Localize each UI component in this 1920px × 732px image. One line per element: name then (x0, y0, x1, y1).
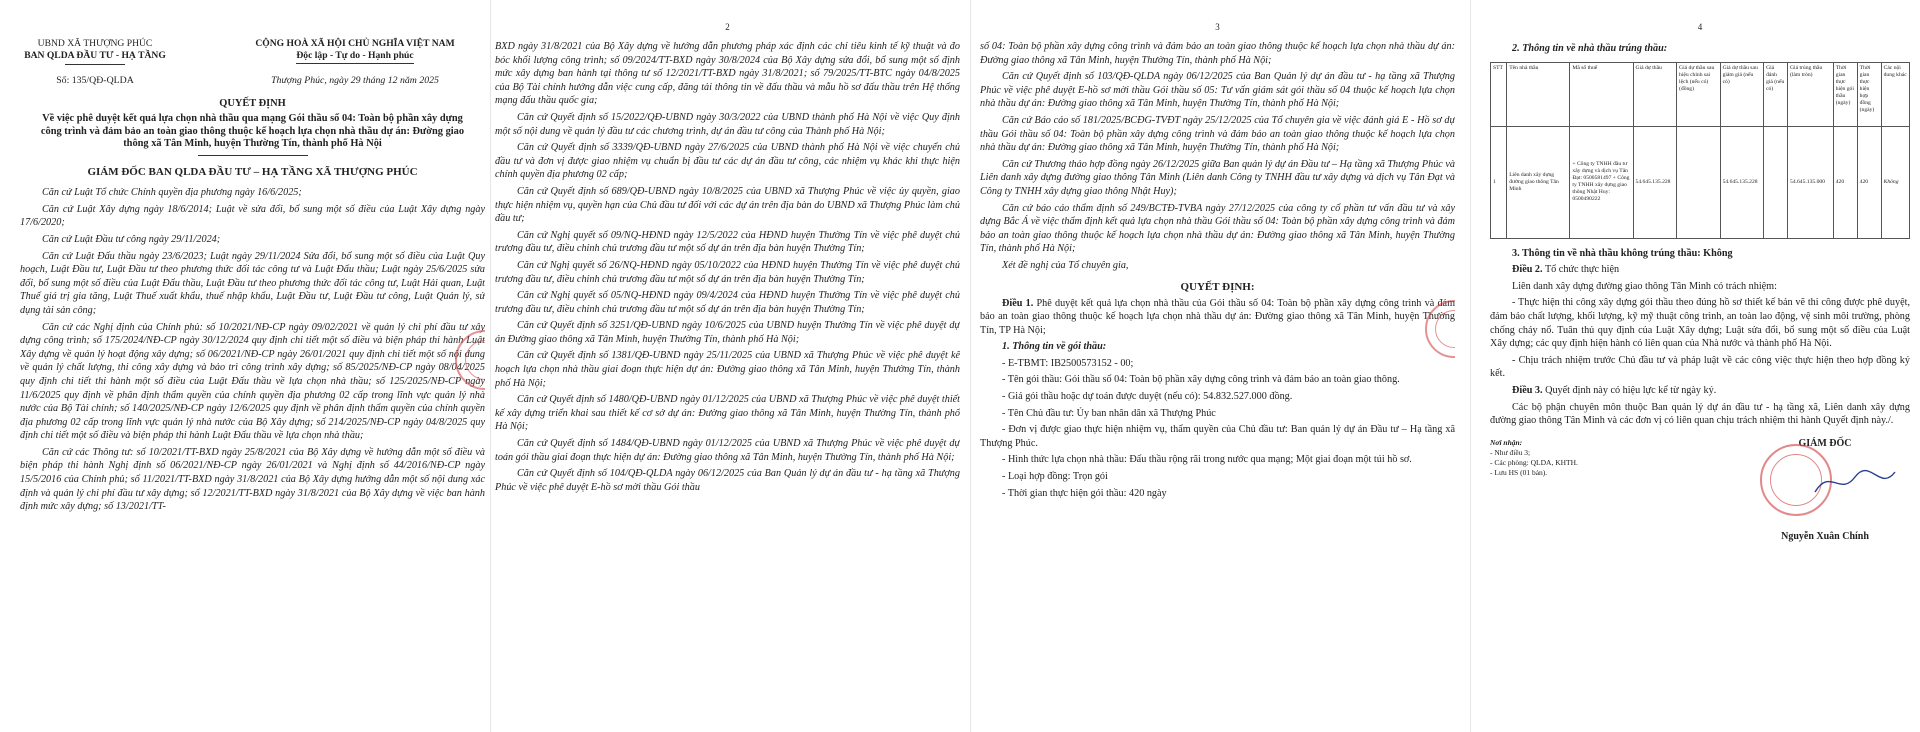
body-para: Căn cứ Quyết định số 104/QĐ-QLDA ngày 06/12/2025 của Ban Quản lý dự án đầu tư - hạ tầng xã Thượng Phúc về việc phê duyệt E-hồ sơ mời thầu Gói thầu (495, 468, 960, 493)
section-1-heading: 1. Thông tin về gói thầu: (1002, 341, 1107, 353)
article-3-text: Quyết định này có hiệu lực kể từ ngày ký. (1545, 384, 1717, 396)
package-item: - Tên gói thầu: Gói thầu số 04: Toàn bộ phần xây dựng công trình và đảm bảo an toàn giao thông. (1002, 374, 1400, 386)
body-para: Căn cứ Báo cáo số 181/2025/BCĐG-TVĐT ngày 25/12/2025 của Tổ chuyên gia về việc đánh giá E - Hồ sơ dự thầu Gói thầu số 04: Toàn bộ phần xây dựng công trình và đảm bảo an toàn giao thông thuộc kế hoạch lựa chọn nhà thầu dự án: Đường giao thông xã Tân Minh, huyện Thường Tín, thành phố Hà Nội; (980, 114, 1455, 154)
package-item: - Hình thức lựa chọn nhà thầu: Đấu thầu rộng rãi trong nước qua mạng; Một giai đoạn một túi hồ sơ. (1002, 454, 1412, 466)
body-para: Căn cứ Quyết định số 1484/QĐ-UBND ngày 01/12/2025 của UBND xã Thượng Phúc về việc phê duyệt dự toán gói thầu giai đoạn thực hiện dự án: Đường giao thông xã Tân Minh, huyện Thường Tín, thành phố Hà Nội; (495, 438, 960, 463)
page-number: 4 (1697, 22, 1703, 32)
body-para: Căn cứ Thương thảo hợp đồng ngày 26/12/2025 giữa Ban quản lý dự án Đầu tư – Hạ tầng xã Thượng Phúc và Liên danh xây dựng đường giao thông Tân Minh (Liên danh Công ty TNHH đầu tư xây dựng và dịch vụ Tân Đạt và Công ty TNHH xây dựng giao thông Nhật Huy); (980, 158, 1455, 197)
cell-other: Không (1881, 126, 1909, 238)
cell-tax: + Công ty TNHH đầu tư xây dựng và dịch vụ Tân Đạt: 0500581497 + Công ty TNHH xây dựng giao thông Nhật Huy: 0500490222 (1570, 126, 1633, 238)
article-2-item: - Chịu trách nhiệm trước Chủ đầu tư và pháp luật về các công việc thực hiện theo hợp đồng ký kết. (1490, 354, 1910, 380)
table-header: Tên nhà thầu (1507, 62, 1570, 126)
body-para: BXD ngày 31/8/2021 của Bộ Xây dựng về hướng dẫn phương pháp xác định các chỉ tiêu kinh tế kỹ thuật và đo bóc khối lượng công trình; số 09/2024/TT-BXD ngày 30/8/2024 của Bộ Xây dựng sửa đổi, bổ sung một số định mức xây dựng ban hành tại thông tư số 12/2021/TT-BXD ngày 31/8/2021; số 79/2025/TT-BTC ngày 04/8/2025 của Bộ Tài chính hướng dẫn việc cung cấp, đăng tải thông tin về đấu thầu và mẫu hồ sơ đấu thầu trên Hệ thống mạng đấu thầu quốc gia; (495, 41, 960, 107)
package-item: - E-TBMT: IB2500573152 - 00; (1002, 357, 1134, 369)
article-3-label: Điều 3. (1512, 384, 1543, 396)
table-header: Giá dự thầu sau giảm giá (nếu có) (1720, 62, 1764, 126)
package-item: - Tên Chủ đầu tư: Ủy ban nhân dân xã Thượng Phúc (1002, 407, 1216, 419)
preamble-para: Căn cứ các Thông tư: số 10/2021/TT-BXD ngày 25/8/2021 của Bộ Xây dựng về hướng dẫn một số điều và biện pháp thi hành Nghị định số 06/2021/NĐ-CP ngày 26/01/2021 và Nghị định số 44/2016/NĐ-CP ngày 15/5/2016 của Chính phủ; số 11/2021/TT-BXD ngày 31/8/2021 của Bộ Xây dựng hướng dẫn một số nội dung xác định và quản lý chi phí đầu tư xây dựng; số 12/2021/TT-BXD ngày 31/8/2021 của Bộ Xây dựng về việc ban hành định mức xây dựng; số 13/2021/TT- (20, 446, 485, 513)
page-separator (1470, 0, 1471, 732)
recipient-item: - Như điều 3; (1490, 447, 1531, 457)
preamble-para: Căn cứ Luật Đấu thầu ngày 23/6/2023; Luật ngày 29/11/2024 Sửa đổi, bổ sung một số điều của Luật Quy hoạch, Luật Đầu tư, Luật Đầu tư theo phương thức đối tác công tư và Luật Đấu thầu; Luật ngày 25/6/2025 sửa đổi, bổ sung một số điều của Luật Đấu thầu, Luật Đầu tư theo phương thức đối tác công tư, Luật Hải quan, Luật Thuế giá trị gia tăng, Luật Thuế xuất khẩu, thuế nhập khẩu, Luật Đầu tư, Luật Đầu tư công, Luật Quản lý, sử dụng tài sản công; (20, 250, 485, 316)
cell-bid: 54.645.135.228 (1633, 126, 1677, 238)
section-2-heading: 2. Thông tin về nhà thầu trúng thầu: (1512, 43, 1668, 54)
signature-block (1740, 438, 1910, 548)
package-item: - Giá gói thầu hoặc dự toán được duyệt (nếu có): 54.832.527.000 đồng. (1002, 391, 1293, 403)
article-2-text: Tổ chức thực hiện (1544, 264, 1620, 276)
table-header: STT (1491, 62, 1507, 126)
preamble-para: Căn cứ Luật Xây dựng ngày 18/6/2014; Luật về sửa đổi, bổ sung một số điều của Luật Xây dựng ngày 17/6/2020; (20, 203, 485, 229)
page-number: 3 (1215, 22, 1220, 32)
body-para: Căn cứ Quyết định số 103/QĐ-QLDA ngày 06/12/2025 của Ban Quản lý dự án đầu tư - hạ tầng xã Thượng Phúc về việc phê duyệt E-hồ sơ mời thầu Gói thầu số 05: Tư vấn giám sát gói thầu số 04 thuộc kế hoạch lựa chọn nhà thầu dự án: Đường giao thông xã Tân Minh, huyện Thường Tín, thành phố Hà Nội; (980, 71, 1455, 110)
body-para: Căn cứ Quyết định số 689/QĐ-UBND ngày 10/8/2025 của UBND xã Thượng Phúc về việc ủy quyền, giao thực hiện nhiệm vụ, quyền hạn của Chủ đầu tư đối với các dự án trên địa bàn do UBND xã Thượng Phúc làm chủ đầu tư; (495, 185, 960, 225)
recipient-item: - Lưu HS (01 bản). (1490, 467, 1548, 477)
page-2 (495, 0, 960, 732)
page-number: 2 (725, 22, 730, 32)
table-header: Giá dự thầu (1633, 62, 1677, 126)
body-para: Xét đề nghị của Tổ chuyên gia, (1002, 259, 1129, 271)
article-1-label: Điều 1. (1002, 297, 1034, 309)
article-2-label: Điều 2. (1512, 264, 1543, 276)
page-separator (490, 0, 491, 732)
article-2-item: - Thực hiện thi công xây dựng gói thầu theo đúng hồ sơ thiết kế bản vẽ thi công được phê duyệt, đảm bảo chất lượng, khối lượng, kỹ mỹ thuật công trình, an toàn lao động, vệ sinh môi trường, phòng chống cháy nổ. Tuân thủ quy định của Luật Xây dựng; Luật sửa đổi, bổ sung một số điều của Luật Xây dựng; các quy định hiện hành có liên quan của Nhà nước và thành phố Hà Nội. (1490, 297, 1910, 350)
package-item: - Loại hợp đồng: Trọn gói (1002, 471, 1108, 483)
body-para: Căn cứ Nghị quyết số 05/NQ-HĐND ngày 09/4/2024 của HĐND huyện Thường Tín về việc phê duyệt chủ trương đầu tư, điều chỉnh chủ trương đầu tư một số dự án trên địa bàn huyện Thường Tín; (495, 290, 960, 315)
nation-line-1: CỘNG HOÀ XÃ HỘI CHỦ NGHĨA VIỆT NAM (255, 38, 455, 49)
doc-subtitle: Về việc phê duyệt kết quả lựa chọn nhà thầu qua mạng Gói thầu số 04: Toàn bộ phần xây dựng công trình và đảm bảo an toàn giao thông thuộc kế hoạch lựa chọn nhà thầu dự án: Đường giao thông xã Tân Minh, huyện Thường Tín, thành phố Hà Nội (40, 112, 465, 150)
table-header: Giá đánh giá (nếu có) (1764, 62, 1788, 126)
package-item: - Thời gian thực hiện gói thầu: 420 ngày (1002, 487, 1167, 499)
recipients (1490, 438, 1640, 548)
table-row (1491, 126, 1910, 238)
article-1 (980, 297, 1455, 338)
article-2-intro: Liên danh xây dựng đường giao thông Tân Minh có trách nhiệm: (1512, 280, 1777, 292)
table-header: Thời gian thực hiện gói thầu (ngày) (1833, 62, 1857, 126)
recipients-title: Nơi nhận: (1490, 437, 1523, 447)
signer-name: Nguyễn Xuân Chính (1781, 530, 1869, 542)
page-separator (970, 0, 971, 732)
doc-number: Số: 135/QĐ-QLDA (56, 75, 134, 86)
body-para: Căn cứ báo cáo thẩm định số 249/BCTĐ-TVBA ngày 27/12/2025 của công ty cổ phần tư vấn đầu tư và xây dựng Bắc Á về việc thẩm định kết quả lựa chọn nhà thầu Gói thầu số 04: Toàn bộ phần xây dựng công trình và đảm bảo an toàn giao thông thuộc kế hoạch lựa chọn nhà thầu dự án: Đường giao thông xã Tân Minh, huyện Thường Tín, thành phố Hà Nội; (980, 202, 1455, 255)
package-item: - Đơn vị được giao thực hiện nhiệm vụ, thẩm quyền của Chủ đầu tư: Ban quản lý dự án Đầu tư – Hạ tầng xã Thượng Phúc. (980, 424, 1455, 449)
article-1-text: Phê duyệt kết quả lựa chọn nhà thầu của Gói thầu số 04: Toàn bộ phần xây dựng công trình và đảm bảo an toàn giao thông thuộc kế hoạch lựa chọn nhà thầu dự án: Đường giao thông xã Tân Minh, huyện Thường Tín, TP Hà Nội; (980, 297, 1455, 336)
decision-heading: QUYẾT ĐỊNH: (1180, 280, 1255, 293)
preamble-para: Căn cứ Luật Tổ chức Chính quyền địa phương ngày 16/6/2025; (42, 187, 302, 199)
preamble-para: Căn cứ các Nghị định của Chính phủ: số 10/2021/NĐ-CP ngày 09/02/2021 về quản lý chi phí đầu tư xây dựng công trình; số 175/2024/NĐ-CP ngày 30/12/2024 quy định chi tiết một số điều và biện pháp thi hành Luật Xây dựng về quản lý hoạt động xây dựng; số 06/2021/NĐ-CP ngày 26/01/2021 quy định chi tiết một số nội dung về quản lý chất lượng, thi công xây dựng và bảo trì công trình xây dựng; số 85/2025/NĐ-CP ngày 08/04/2025 quy định chi tiết thi hành một số điều của Luật Đấu thầu về lựa chọn nhà thầu; số 125/2025/NĐ-CP ngày 11/6/2025 quy định về phân định thẩm quyền của chính quyền địa phương 02 cấp trong lĩnh vực quản lý nhà nước của Bộ Tài chính; số 140/2025/NĐ-CP ngày 12/6/2025 quy định về phân định thẩm quyền của chính quyền địa phương 02 cấp trong lĩnh vực quản lý nhà nước của Bộ Xây dựng; số 214/2025/NĐ-CP ngày 04/8/2025 quy định chi tiết một số điều và biện pháp thi hành Luật Đấu thầu về lựa chọn nhà thầu; (20, 321, 485, 442)
preamble-para: Căn cứ Luật Đầu tư công ngày 29/11/2024; (42, 233, 221, 245)
nation-line-2: Độc lập - Tự do - Hạnh phúc (296, 50, 413, 64)
authority: GIÁM ĐỐC BAN QLDA ĐẦU TƯ – HẠ TẦNG XÃ THƯỢNG PHÚC (87, 166, 418, 179)
body-para: Căn cứ Quyết định số 3339/QĐ-UBND ngày 27/6/2025 của UBND thành phố Hà Nội về việc chuyển chủ đầu tư và đơn vị được giao nhiệm vụ chuẩn bị đầu tư các dự án đầu tư công, các nhiệm vụ khác khi thực hiện chính quyền địa phương 02 cấp; (495, 142, 960, 181)
body-para: số 04: Toàn bộ phần xây dựng công trình và đảm bảo an toàn giao thông thuộc kế hoạch lựa chọn nhà thầu dự án: Đường giao thông xã Tân Minh, huyện Thường Tín, thành phố Hà Nội; (980, 41, 1455, 66)
body-para: Căn cứ Nghị quyết số 09/NQ-HĐND ngày 12/5/2022 của HĐND huyện Thường Tín về việc phê duyệt chủ trương đầu tư, điều chỉnh chủ trương đầu tư một số dự án trên địa bàn huyện Thường Tín; (495, 229, 960, 255)
table-header: Mã số thuế (1570, 62, 1633, 126)
cell-days-package: 420 (1833, 126, 1857, 238)
doc-title: QUYẾT ĐỊNH (219, 98, 286, 109)
cell-adjusted (1677, 126, 1721, 238)
table-header: Thời gian thực hiện hợp đồng (ngày) (1857, 62, 1881, 126)
org-line-2: BAN QLDA ĐẦU TƯ - HẠ TẦNG (24, 50, 166, 61)
article-2 (1490, 263, 1910, 277)
table-header: Giá dự thầu sau hiệu chỉnh sai lệch (nếu có) (đồng) (1677, 62, 1721, 126)
signature-scribble (1810, 462, 1900, 502)
cell-stt: 1 (1491, 126, 1507, 238)
cell-name: Liên danh xây dựng đường giao thông Tân Minh (1507, 126, 1570, 238)
body-para: Căn cứ Quyết định số 15/2022/QĐ-UBND ngày 30/3/2022 của UBND thành phố Hà Nội về việc Quy định một số nội dung về quản lý đầu tư các chương trình, dự án đầu tư công của Thành phố Hà Nội; (495, 111, 960, 137)
page-1 (20, 0, 485, 732)
table-header: Các nội dung khác (1881, 62, 1909, 126)
cell-days-contract: 420 (1857, 126, 1881, 238)
cell-award: 54.645.135.000 (1788, 126, 1834, 238)
body-para: Căn cứ Nghị quyết số 26/NQ-HĐND ngày 05/10/2022 của HĐND huyện Thường Tín về việc phê duyệt chủ trương đầu tư, điều chỉnh chủ trương đầu tư một số dự án trên địa bàn huyện Thường Tín; (495, 259, 960, 285)
body-para: Căn cứ Quyết định số 1480/QĐ-UBND ngày 01/12/2025 của UBND xã Thượng Phúc về việc phê duyệt thiết kế xây dựng triển khai sau thiết kế cơ sở dự án: Đường giao thông xã Tân Minh, huyện Thường Tín, thành phố Hà Nội; (495, 394, 960, 433)
winner-table (1490, 62, 1910, 239)
body-para: Căn cứ Quyết định số 1381/QĐ-UBND ngày 25/11/2025 của UBND xã Thượng Phúc về việc phê duyệt kế hoạch lựa chọn nhà thầu giai đoạn thực hiện dự án: Đường giao thông xã Tân Minh, huyện Thường Tín, thành phố Hà Nội; (495, 350, 960, 389)
cell-eval (1764, 126, 1788, 238)
table-header: Giá trúng thầu (làm tròn) (1788, 62, 1834, 126)
cell-discounted: 54.645.135.228 (1720, 126, 1764, 238)
page-3 (980, 0, 1455, 732)
place-date: Thượng Phúc, ngày 29 tháng 12 năm 2025 (271, 75, 439, 86)
page-4 (1490, 0, 1910, 732)
body-para: Căn cứ Quyết định số 3251/QĐ-UBND ngày 10/6/2025 của UBND huyện Thường Tín về việc phê duyệt dự án Đường giao thông xã Tân Minh, huyện Thường Tín, thành phố Hà Nội; (495, 320, 960, 345)
section-3-heading: 3. Thông tin về nhà thầu không trúng thầu: Không (1512, 247, 1733, 259)
article-3 (1490, 384, 1910, 398)
signer-title: GIÁM ĐỐC (1798, 437, 1852, 449)
table-header-row (1491, 62, 1910, 126)
recipient-item: - Các phòng: QLDA, KHTH. (1490, 457, 1578, 467)
org-line-1: UBND XÃ THƯỢNG PHÚC (37, 38, 153, 49)
article-3-para: Các bộ phận chuyên môn thuộc Ban quản lý dự án đầu tư - hạ tầng xã, Liên danh xây dựng đường giao thông Tân Minh và các đơn vị có liên quan chịu trách nhiệm thi hành Quyết định này./. (1490, 401, 1910, 427)
preamble (20, 186, 485, 514)
